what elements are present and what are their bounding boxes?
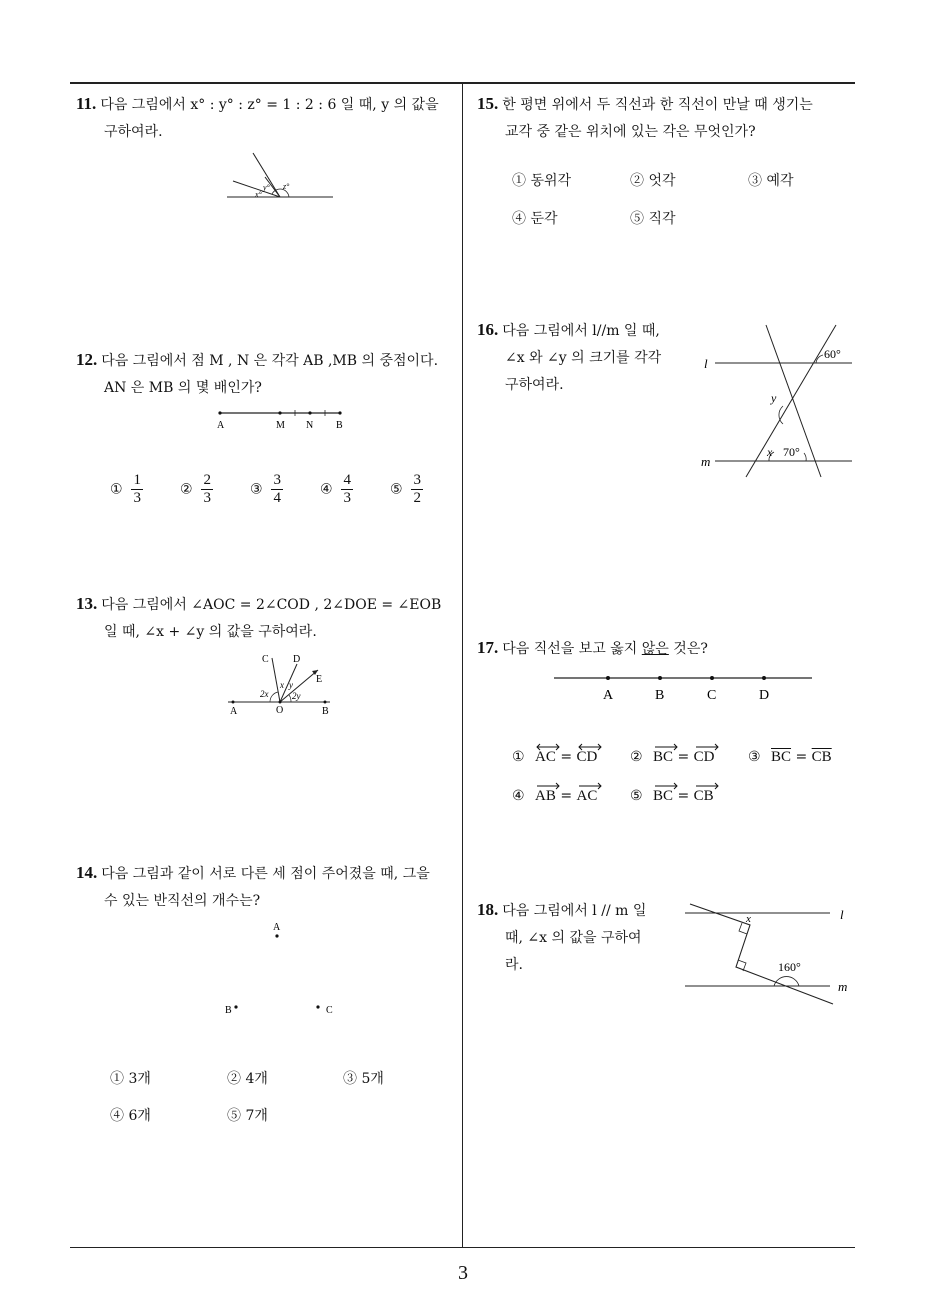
question-15-line2: 교각 중 같은 위치에 있는 각은 무엇인가? [505, 124, 756, 140]
underlined-word: 않은 [641, 641, 669, 657]
question-14-line1 [76, 859, 461, 888]
option-left: AC [535, 749, 556, 765]
figure-16 [700, 322, 860, 482]
fig18-label-160: 160° [778, 960, 801, 974]
fig16-label-x: x [767, 445, 773, 459]
option-left: BC [653, 749, 674, 765]
option-mark: ③ [748, 749, 761, 765]
question-13-line2: 일 때, ∠x + ∠y 의 값을 구하여라. [104, 624, 317, 640]
question-text: 다음 그림에서 l // m 일 [502, 903, 647, 919]
question-text: 다음 그림에서 l//m 일 때, [502, 323, 660, 339]
q15-option-2[interactable]: ② 엇각 [630, 173, 676, 189]
question-11 [76, 90, 461, 146]
fraction: $\frac{2}{3}$ [203, 472, 211, 506]
fig13-ray-OC [272, 658, 280, 702]
q12-option-2[interactable] [180, 472, 213, 507]
fig13-label-E: E [316, 674, 323, 685]
fig16-label-y: y [771, 391, 777, 405]
question-15-line1 [477, 90, 862, 119]
fig13-label-x: x [280, 680, 284, 690]
question-text: 다음 그림에서 x° : y° : z° = 1 : 2 : 6 일 때, y 의 값을 [100, 97, 439, 113]
fig17-label-C: C [707, 688, 717, 703]
fig18-label-m: m [838, 979, 848, 994]
fig12-label-M: M [276, 420, 285, 431]
question-number: 15. [477, 94, 499, 113]
figure-14 [215, 918, 345, 1018]
option-right: $\overline{CB}$ [811, 749, 832, 765]
option-op: = [795, 749, 808, 765]
q14-option-4[interactable]: ④ 6개 [110, 1108, 151, 1124]
fig17-point-D [762, 676, 766, 680]
q14-option-3[interactable]: ③ 5개 [343, 1071, 384, 1087]
option-mark: ② [630, 749, 643, 765]
fig17-point-B [658, 676, 662, 680]
q14-option-1[interactable]: ① 3개 [110, 1071, 151, 1087]
option-right: CB [693, 788, 714, 804]
fig13-label-O: O [276, 705, 284, 716]
option-op: = [560, 749, 573, 765]
option-left: $\overline{BC}$ [771, 749, 792, 765]
question-11-line2: 구하여라. [104, 124, 163, 140]
fig12-point-A [218, 411, 221, 414]
question-text: 다음 그림에서 점 M , N 은 각각 AB ,MB 의 중점이다. [101, 353, 439, 369]
fig16-label-70: 70° [783, 445, 800, 459]
q17-option-5[interactable] [630, 788, 714, 805]
fraction: $\frac{3}{4}$ [273, 472, 281, 506]
fig13-label-A: A [230, 706, 238, 717]
question-number: 18. [477, 900, 499, 919]
fig17-point-A [606, 676, 610, 680]
fig11-label-z: z° [283, 182, 290, 191]
question-17 [477, 634, 862, 663]
question-12 [76, 346, 461, 402]
question-text-end: 것은? [668, 641, 708, 657]
option-mark: ① [110, 481, 123, 498]
option-right: AC [576, 788, 598, 804]
fig12-point-N [308, 411, 311, 414]
figure-12 [212, 405, 352, 433]
fig12-label-B: B [336, 420, 343, 431]
question-15 [477, 90, 862, 146]
question-18-line1 [477, 896, 677, 925]
option-mark: ⑤ [390, 481, 403, 498]
question-number: 12. [76, 350, 98, 369]
q17-option-2[interactable] [630, 749, 715, 766]
fig12-label-N: N [306, 420, 314, 431]
question-13 [76, 590, 461, 646]
question-16 [477, 316, 707, 399]
fig16-label-l: l [704, 356, 708, 371]
q14-option-5[interactable]: ⑤ 7개 [227, 1108, 268, 1124]
question-18-line2: 때, ∠x 의 값을 구하여 [505, 930, 642, 946]
question-18 [477, 896, 677, 979]
fig17-label-B: B [655, 688, 665, 703]
q15-option-5[interactable]: ⑤ 직각 [630, 211, 676, 227]
q15-option-4[interactable]: ④ 둔각 [512, 211, 558, 227]
figure-18 [680, 898, 860, 1008]
q15-option-1[interactable]: ① 동위각 [512, 173, 572, 189]
question-number: 17. [477, 638, 499, 657]
question-number: 14. [76, 863, 98, 882]
figure-17 [552, 670, 817, 706]
fig13-label-2y: 2y [292, 691, 301, 701]
option-mark: ④ [320, 481, 333, 498]
question-number: 11. [76, 94, 97, 113]
fig13-label-y: y [289, 680, 293, 690]
fig18-zigzag [690, 904, 833, 1004]
q12-option-1[interactable] [110, 472, 143, 507]
question-14-line2: 수 있는 반직선의 개수는? [104, 893, 261, 909]
column-divider [462, 83, 463, 1248]
q17-option-4[interactable] [512, 788, 597, 805]
fraction: $\frac{1}{3}$ [133, 472, 141, 506]
q17-option-3[interactable] [748, 749, 832, 766]
q12-option-5[interactable] [390, 472, 423, 507]
question-12-line2: AN 은 MB 의 몇 배인가? [104, 380, 262, 396]
fig17-label-A: A [603, 688, 614, 703]
question-18-line3: 라. [505, 957, 523, 973]
option-right: CD [693, 749, 715, 765]
fig18-label-x: x [746, 913, 751, 925]
question-16-line3: 구하여라. [505, 377, 564, 393]
question-16-line2: ∠x 와 ∠y 의 크기를 각각 [505, 350, 662, 366]
question-13-line1 [76, 590, 461, 619]
fig13-label-2x: 2x [260, 689, 269, 699]
fig13-label-C: C [262, 654, 269, 665]
fig17-label-D: D [759, 688, 770, 703]
q12-option-4[interactable] [320, 472, 353, 507]
option-op: = [677, 749, 690, 765]
question-text: 다음 그림과 같이 서로 다른 세 점이 주어졌을 때, 그을 [101, 866, 430, 882]
question-number: 13. [76, 594, 98, 613]
fraction: $\frac{3}{2}$ [413, 472, 421, 506]
fig18-label-l: l [840, 907, 844, 922]
option-right: CD [576, 749, 598, 765]
fig14-point-C [316, 1005, 319, 1008]
q15-option-3[interactable]: ③ 예각 [748, 173, 794, 189]
question-14 [76, 859, 461, 915]
fig14-point-B [234, 1005, 237, 1008]
option-left: BC [653, 788, 674, 804]
fig11-label-x: x° [255, 190, 262, 199]
q12-option-3[interactable] [250, 472, 283, 507]
question-text: 한 평면 위에서 두 직선과 한 직선이 만날 때 생기는 [502, 97, 813, 113]
option-mark: ① [512, 749, 525, 765]
bottom-rule [70, 1247, 855, 1248]
q14-option-2[interactable]: ② 4개 [227, 1071, 268, 1087]
option-mark: ⑤ [630, 788, 643, 804]
fig14-point-A [275, 934, 278, 937]
fig14-label-C: C [326, 1005, 333, 1016]
question-17-line1 [477, 634, 862, 663]
option-left: AB [535, 788, 556, 804]
option-op: = [560, 788, 573, 804]
page-number: 3 [458, 1262, 468, 1284]
fig16-label-60: 60° [824, 347, 841, 361]
question-11-line1 [76, 90, 461, 119]
question-12-line1 [76, 346, 461, 375]
fig14-label-A: A [273, 922, 281, 933]
figure-13 [225, 648, 340, 718]
option-mark: ② [180, 481, 193, 498]
option-mark: ③ [250, 481, 263, 498]
question-16-line1 [477, 316, 707, 345]
fig11-label-y: y° [263, 183, 270, 192]
q17-option-1[interactable] [512, 749, 597, 766]
fig17-point-C [710, 676, 714, 680]
figure-11 [225, 148, 340, 203]
fig12-point-B [338, 411, 341, 414]
fig12-label-A: A [217, 420, 225, 431]
fig16-label-m: m [701, 454, 711, 469]
question-text: 다음 직선을 보고 옳지 [502, 641, 642, 657]
option-mark: ④ [512, 788, 525, 804]
question-text: 다음 그림에서 ∠AOC = 2∠COD , 2∠DOE = ∠EOB [101, 597, 442, 613]
fig13-label-B: B [322, 706, 329, 717]
question-number: 16. [477, 320, 499, 339]
fraction: $\frac{4}{3}$ [343, 472, 351, 506]
fig12-point-M [278, 411, 281, 414]
fig13-label-D: D [293, 654, 301, 665]
option-op: = [677, 788, 690, 804]
fig14-label-B: B [225, 1005, 232, 1016]
